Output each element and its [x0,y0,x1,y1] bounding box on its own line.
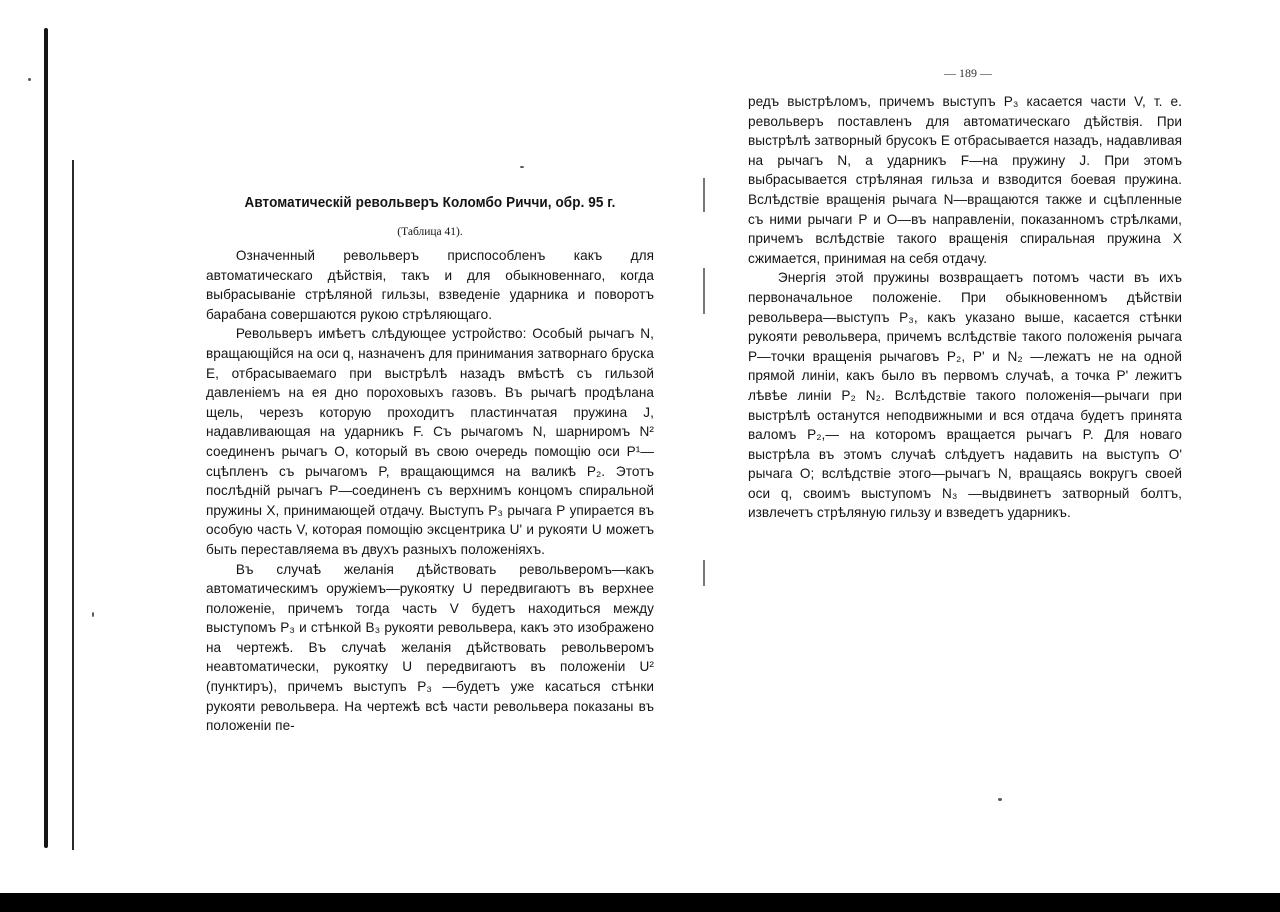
scan-speck [92,612,94,617]
paragraph: Означенный револьверъ приспособленъ какъ для автоматическаго дѣйствiя, такъ и для обыкновеннаго, когда выбрасыванiе стрѣляной гильзы, взведенiе ударника и поворотъ барабана совершаются рукою стрѣляющаго. [206,248,654,322]
left-page [206,188,654,736]
paragraph: редъ выстрѣломъ, причемъ выступъ P₃ касается части V, т. е. револьверъ поставленъ для автоматическаго дѣйствiя. При выстрѣлѣ затворный брусокъ E отбрасывается назадъ, надавливая на рычагъ N, а ударникъ F—на пружину J. При этомъ выбрасывается стрѣляная гильза и взводится боевая пружина. Вслѣдствiе вращенiя рычага N—вращаются также и сцѣпленные съ ними рычаги P и O—въ направленiи, показанномъ стрѣлками, причемъ вслѣдствiе такого вращенiя спиральная пружина X сжимается, принимая на себя отдачу. [748,94,1182,266]
scan-speck [998,798,1002,801]
table-reference: (Таблица 41). [397,226,463,238]
gutter-mark [703,560,705,586]
scan-speck [28,78,31,81]
paragraph: Энергiя этой пружины возвращаетъ потомъ части въ ихъ первоначальное положенiе. При обыкновенномъ дѣйствiи револьвера—выступъ P₃, какъ указано выше, касается стѣнки рукояти револьвера, причемъ вслѣдствiе такого положенiя рычага P—точки вращенiя рычаговъ P₂, P' и N₂ —лежатъ не на одной прямой линiи, какъ было въ первомъ случаѣ, а точка P' лежитъ лѣвѣе линiи P₂ N₂. Вслѣдствiе такого положенiя—рычаги при выстрѣлѣ останутся неподвижными и вся отдача будетъ принята валомъ P₂,— на которомъ вращается рычагъ P. Для новаго выстрѣла въ этомъ случаѣ слѣдуетъ надавить на выступъ O' рычага O; вслѣдствiе этого—рычагъ N, вращаясь вокругъ своей оси q, своимъ выступомъ N₃ —выдвинетъ затворный болтъ, извлечетъ стрѣляную гильзу и взведетъ ударникъ. [748,270,1182,521]
left-page-body [206,246,654,736]
paragraph: Въ случаѣ желанiя дѣйствовать револьверомъ—какъ автоматическимъ оружiемъ—рукоятку U передвигаютъ въ верхнее положенiе, причемъ тогда часть V будетъ находиться между выступомъ P₃ и стѣнкой B₃ рукояти револьвера, какъ это изображено на чертежѣ. Въ случаѣ желанiя дѣйствовать револьверомъ неавтоматически, рукоятку U передвигаютъ въ положенiи U² (пунктиръ), причемъ выступъ P₃ —будетъ уже касаться стѣнки рукояти револьвера. На чертежѣ всѣ части револьвера показаны въ положенiи пе- [206,561,654,734]
gutter-mark [703,268,705,314]
scan-speck [520,166,524,168]
paragraph: Револьверъ имѣетъ слѣдующее устройство: Особый рычагъ N, вращающiйся на оси q, назначенъ для принимания затворнаго бруска E, отбрасываемаго при выстрѣлѣ назадъ вмѣстѣ съ гильзой давленiемъ на ея дно пороховыхъ газовъ. Въ рычагѣ продѣлана щель, черезъ которую проходитъ пластинчатая пружина J, надавливающая на ударникъ F. Съ рычагомъ N, шарниромъ N² соединенъ рычагъ O, который въ свою очередь помощiю оси P¹—сцѣпленъ съ рычагомъ P, вращающимся на валикѣ P₂. Этотъ послѣднiй рычагъ P—соединенъ съ верхнимъ концомъ спиральной пружины X, принимающей отдачу. Выступъ P₃ рычага P упирается въ особую часть V, которая помощiю эксцентрика U' и рукояти U можетъ быть переставляема въ двухъ разныхъ положенiяхъ. [206,326,654,557]
page-edge-line [72,160,74,850]
gutter-mark [703,178,705,212]
scan-bottom-border [0,893,1280,912]
right-page-body [748,92,1182,523]
article-title: Автоматическiй револьверъ Коломбо Риччи, обр. 95 г. [244,195,616,211]
binding-edge [44,28,48,848]
page-number: — 189 — [944,66,992,80]
right-page [748,60,1182,523]
